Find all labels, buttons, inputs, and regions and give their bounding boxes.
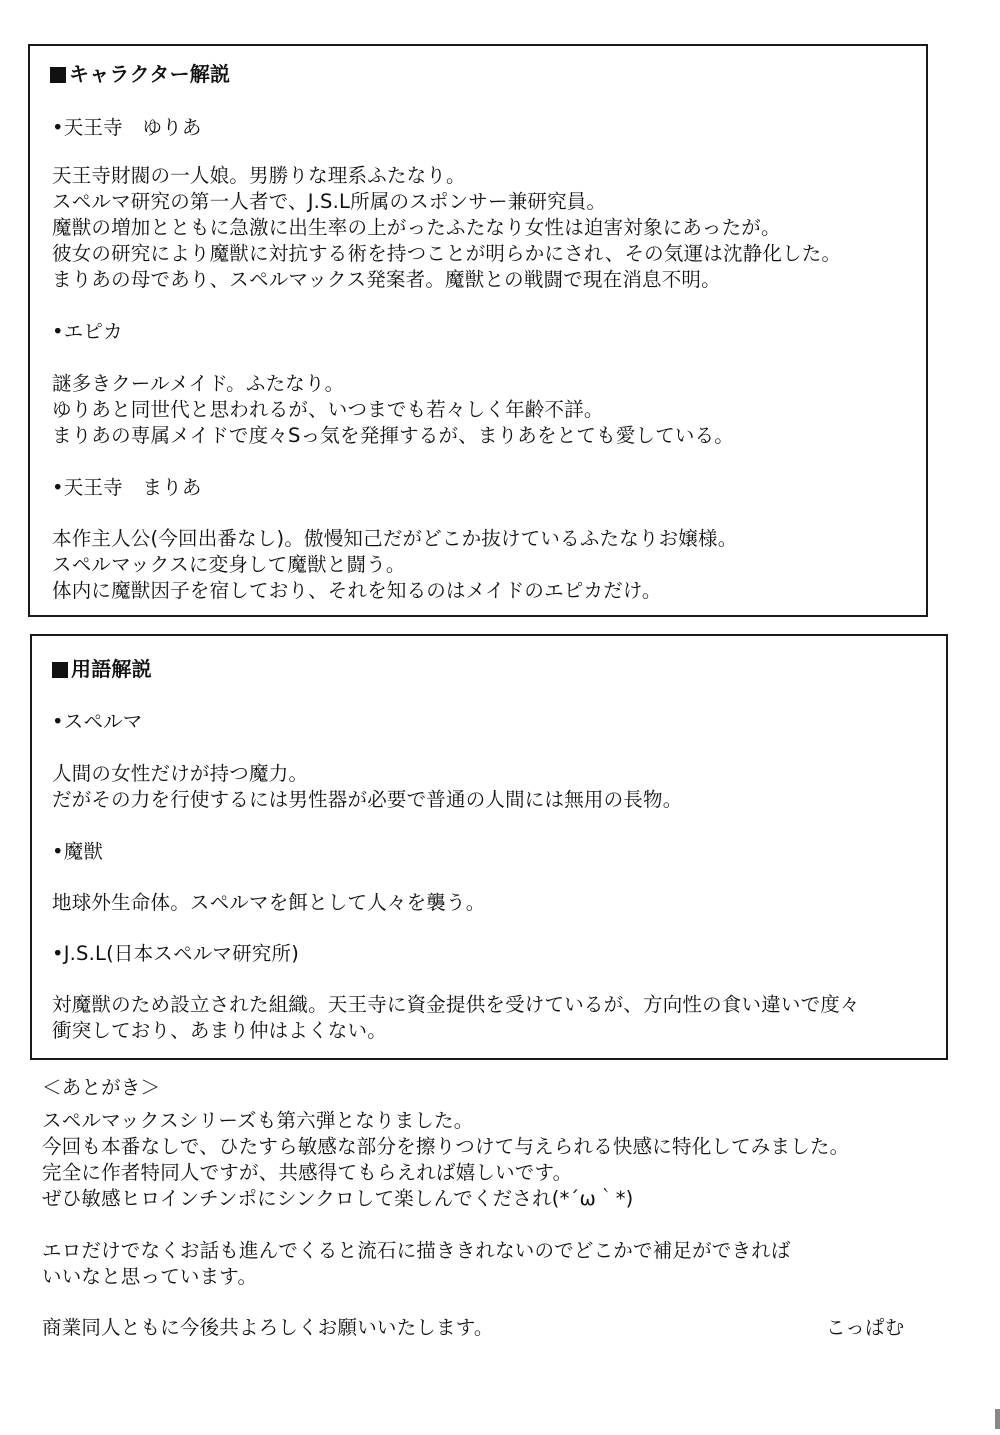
afterword-heading: ＜あとがき＞	[42, 1076, 161, 1099]
afterword-line: エロだけでなくお話も進んでくると流石に描ききれないのでどこかで補足ができれば	[42, 1239, 791, 1262]
terms-section-heading: 用語解説	[52, 657, 152, 681]
afterword-line: スペルマックスシリーズも第六弾となりました。	[42, 1109, 474, 1132]
character-desc-line: 体内に魔獣因子を宿しており、それを知るのはメイドのエピカだけ。	[52, 579, 662, 602]
character-desc-line: 謎多きクールメイド。ふたなり。	[52, 372, 345, 395]
character-name: •エピカ	[52, 320, 123, 343]
term-desc-line: 人間の女性だけが持つ魔力。	[52, 762, 309, 785]
square-bullet-icon	[52, 662, 68, 678]
term-desc-line: 地球外生命体。スペルマを餌として人々を襲う。	[52, 891, 486, 914]
term-name: •魔獣	[52, 840, 104, 863]
term-desc-line: だがその力を行使するには男性器が必要で普通の人間には無用の長物。	[52, 788, 683, 811]
term-desc-line: 衝突しており、あまり仲はよくない。	[52, 1019, 387, 1042]
character-desc-line: まりあの母であり、スペルマックス発案者。魔獣との戦闘で現在消息不明。	[52, 268, 721, 291]
term-name: •J.S.L(日本スペルマ研究所)	[52, 942, 300, 965]
character-desc-line: 彼女の研究により魔獣に対抗する術を持つことが明らかにされ、その気運は沈静化した。	[52, 242, 842, 265]
square-bullet-icon	[50, 67, 66, 83]
term-name: •スペルマ	[52, 710, 143, 733]
afterword-line: 完全に作者特同人ですが、共感得てもらえれば嬉しいです。	[42, 1161, 573, 1184]
character-desc-line: 魔獣の増加とともに急激に出生率の上がったふたなり女性は迫害対象にあったが。	[52, 216, 781, 239]
character-desc-line: ゆりあと同世代と思われるが、いつまでも若々しく年齢不詳。	[52, 398, 604, 421]
afterword-closing: 商業同人ともに今後共よろしくお願いいたします。	[42, 1316, 494, 1339]
afterword-line: 今回も本番なしで、ひたすら敏感な部分を擦りつけて与えられる快感に特化してみました。	[42, 1135, 850, 1158]
term-desc-line: 対魔獣のため設立された組織。天王寺に資金提供を受けているが、方向性の食い違いで度々	[52, 993, 860, 1016]
character-desc-line: まりあの専属メイドで度々Sっ気を発揮するが、まりあをとても愛している。	[52, 424, 734, 447]
afterword-line: ぜひ敏感ヒロインチンポにシンクロして楽しんでくだされ(*´ω｀*)	[42, 1187, 634, 1210]
character-section-heading: キャラクター解説	[50, 62, 230, 86]
character-desc-line: スペルマックスに変身して魔獣と闘う。	[52, 553, 406, 576]
author-name: こっぱむ	[826, 1316, 905, 1339]
character-desc-line: 本作主人公(今回出番なし)。傲慢知己だがどこか抜けているふたなりお嬢様。	[52, 527, 738, 550]
page-edge-mark	[995, 1409, 1000, 1429]
character-desc-line: スペルマ研究の第一人者で、J.S.L所属のスポンサー兼研究員。	[52, 190, 607, 213]
afterword-line: いいなと思っています。	[42, 1265, 258, 1288]
character-name: •天王寺 ゆりあ	[52, 116, 202, 139]
character-desc-line: 天王寺財閥の一人娘。男勝りな理系ふたなり。	[52, 164, 466, 187]
character-name: •天王寺 まりあ	[52, 476, 202, 499]
